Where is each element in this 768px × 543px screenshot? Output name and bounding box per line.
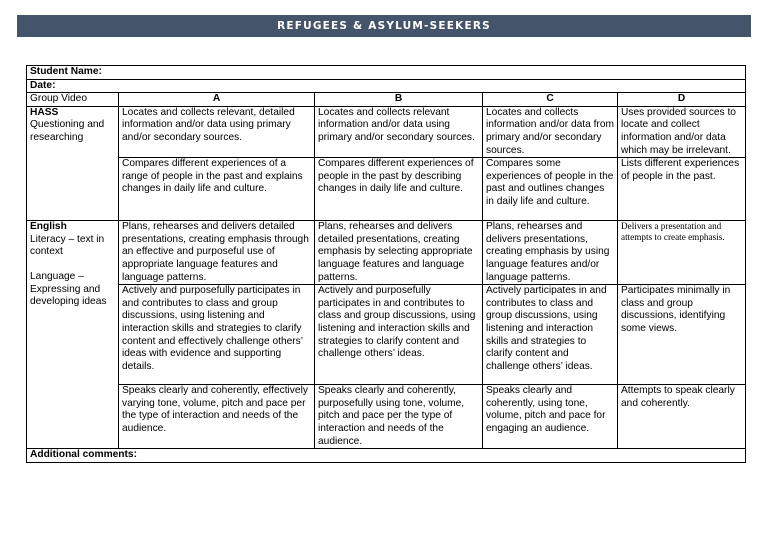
english-criterion-cell [27, 221, 119, 449]
english-discussion-row [27, 285, 746, 385]
hass-strand-label: Questioning and researching [30, 119, 105, 143]
english-discussion-a: Actively and purposefully participates in and contributes to class and group discussions, using listening and interaction skills and strategies to clarify content and effectively challenge others’ ideas with evidence and supporting details. [119, 285, 315, 385]
english-speaking-a: Speaks clearly and coherently, effectively varying tone, volume, pitch and pace per the type of interaction and needs of the audience. [119, 385, 315, 449]
english-discussion-d: Participates minimally in class and group discussions, identifying some views. [618, 285, 746, 385]
hass-research-c: Locates and collects information and/or data from primary and/or secondary sources. [483, 106, 618, 157]
column-header-a: A [119, 93, 315, 107]
hass-compare-d: Lists different experiences of people in the past. [618, 158, 746, 221]
student-name-label[interactable]: Student Name: [27, 66, 746, 80]
hass-subject-label: HASS [30, 106, 59, 118]
hass-compare-c: Compares some experiences of people in the past and outlines changes in daily life and culture. [483, 158, 618, 221]
date-label[interactable]: Date: [27, 79, 746, 93]
english-presentation-b: Plans, rehearses and delivers detailed presentations, creating emphasis by selecting appropriate language features and language patterns. [315, 221, 483, 285]
english-speaking-c: Speaks clearly and coherently, using tone, volume, pitch and pace for engaging an audience. [483, 385, 618, 449]
hass-research-d: Uses provided sources to locate and collect information and/or data which may be irrelevant. [618, 106, 746, 157]
additional-comments-label[interactable]: Additional comments: [27, 449, 746, 463]
english-discussion-c: Actively participates in and contributes to class and group discussions, using listening and interaction skills and strategies to clarify content and challenge others’ ideas. [483, 285, 618, 385]
english-presentation-c: Plans, rehearses and delivers presentations, creating emphasis by using language features and/or language patterns. [483, 221, 618, 285]
english-language-label: Language – Expressing and developing ideas [30, 270, 107, 308]
additional-comments-row [27, 449, 746, 463]
english-presentation-a: Plans, rehearses and delivers detailed presentations, creating emphasis through an effective and purposeful use of appropriate language features and language patterns. [119, 221, 315, 285]
column-header-d: D [618, 93, 746, 107]
column-header-b: B [315, 93, 483, 107]
grade-header-row [27, 93, 746, 107]
english-speaking-b: Speaks clearly and coherently, purposefully using tone, volume, pitch and pace per the type of interaction and needs of the audience. [315, 385, 483, 449]
hass-compare-row [27, 158, 746, 221]
hass-research-b: Locates and collects relevant information and/or data using primary and/or secondary sources. [315, 106, 483, 157]
assessment-rubric-table [26, 65, 746, 463]
english-speaking-row [27, 385, 746, 449]
hass-compare-b: Compares different experiences of people in the past by describing changes in daily life and culture. [315, 158, 483, 221]
english-presentation-row [27, 221, 746, 285]
hass-research-row [27, 106, 746, 157]
english-speaking-d: Attempts to speak clearly and coherently. [618, 385, 746, 449]
column-header-c: C [483, 93, 618, 107]
page-banner [17, 15, 751, 37]
english-presentation-d: Delivers a presentation and attempts to create emphasis. [618, 221, 746, 285]
banner-title: REFUGEES & ASYLUM-SEEKERS [277, 20, 491, 32]
date-row [27, 79, 746, 93]
english-subject-label: English [30, 221, 67, 233]
hass-compare-a: Compares different experiences of a range of people in the past and explains changes in daily life and culture. [119, 158, 315, 221]
english-literacy-label: Literacy – text in context [30, 233, 105, 258]
hass-research-a: Locates and collects relevant, detailed information and/or data using primary and/or secondary sources. [119, 106, 315, 157]
group-video-label: Group Video [27, 93, 119, 107]
hass-criterion-cell [27, 106, 119, 220]
english-discussion-b: Actively and purposefully participates in and contributes to class and group discussions, using listening and interaction skills and strategies to clarify content and challenge others’ ideas. [315, 285, 483, 385]
student-name-row [27, 66, 746, 80]
